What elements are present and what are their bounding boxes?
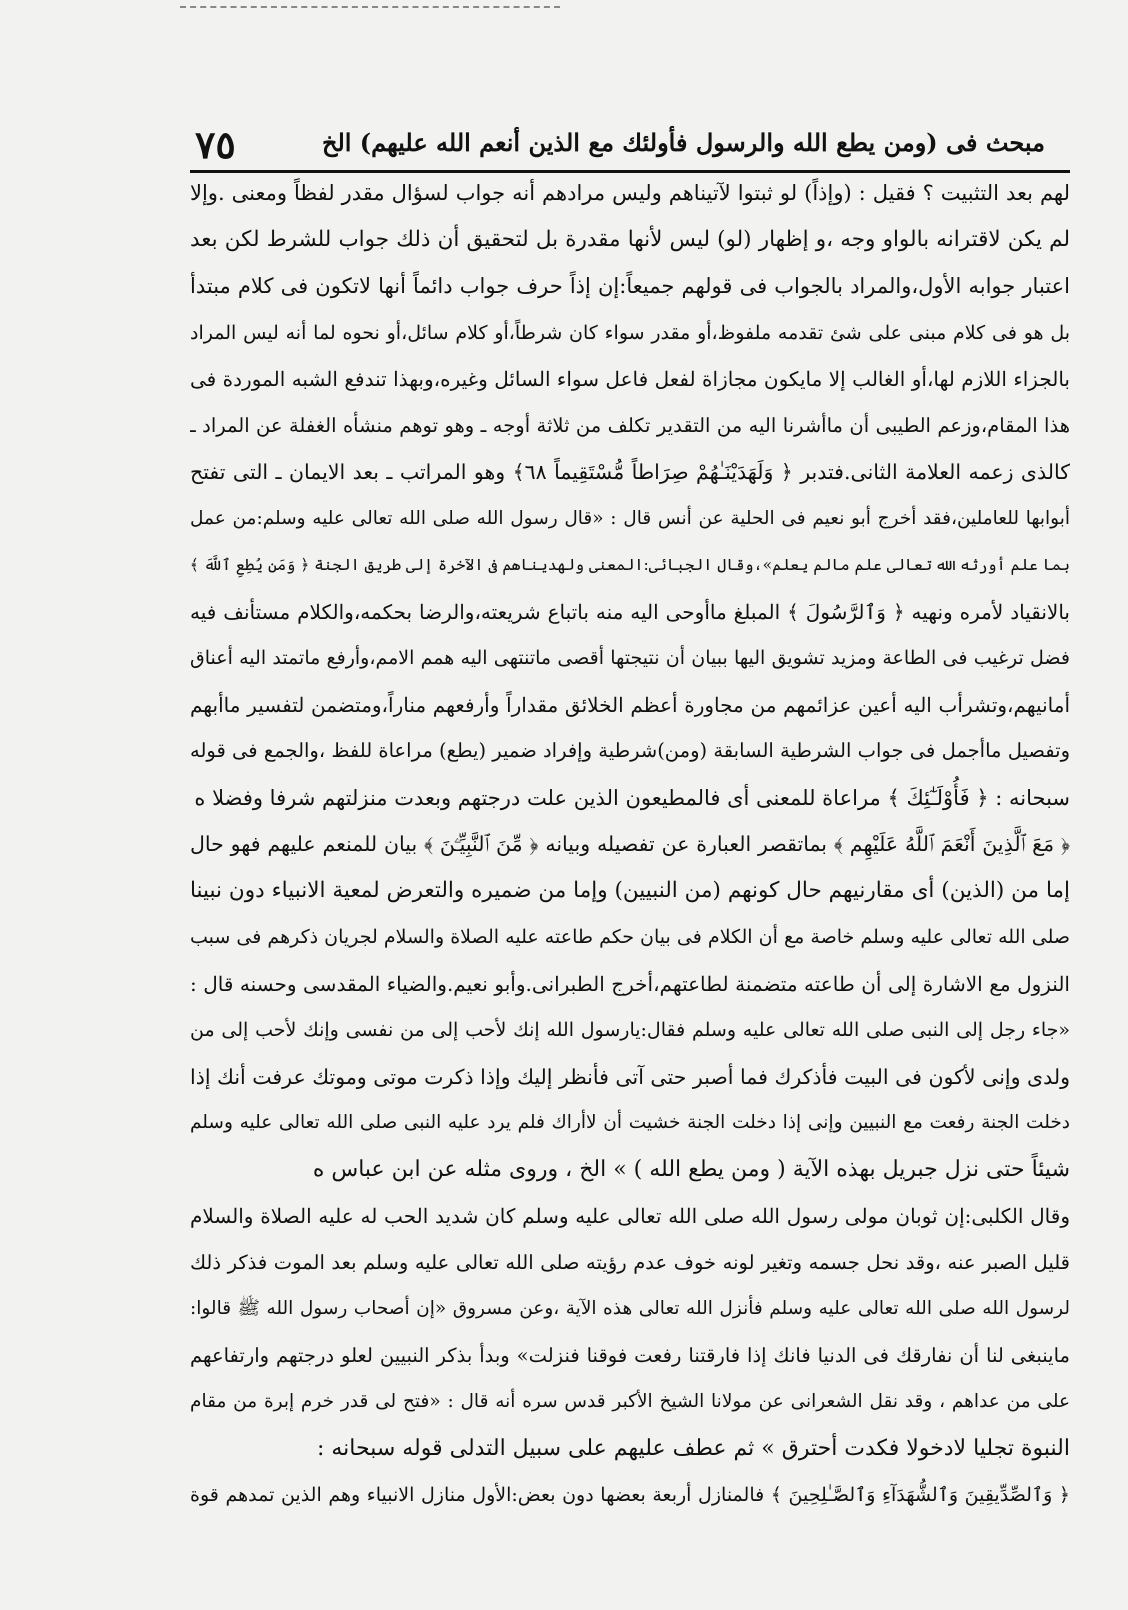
text-line: كالذى زعمه العلامة الثانى.فتدبر ﴿ وَلَهَدَيْنَـٰهُمْ صِرَاطاً مُّسْتَقِيماً ٦٨﴾ وهو المراتب ـ بعد الايمان ـ التى تفتح <box>190 460 1070 484</box>
text-line: دخلت الجنة رفعت مع النبيين وإنى إذا دخلت الجنة خشيت أن لاأراك فلم يرد عليه النبى صلى الله تعالى عليه وسلم <box>190 1112 1070 1133</box>
text-line: «جاء رجل إلى النبى صلى الله تعالى عليه وسلم فقال:يارسول الله إنك لأحب إلى من نفسى وإنك لأحب إلى من <box>190 1019 1070 1041</box>
page-number: ٧٥ <box>195 122 236 167</box>
page-body <box>190 170 1070 1519</box>
text-line: وقال الكلبى:إن ثوبان مولى رسول الله صلى الله تعالى عليه وسلم كان شديد الحب له عليه الصلاة والسلام <box>190 1204 1070 1228</box>
text-line: قليل الصبر عنه ،وقد نحل جسمه وتغير لونه خوف عدم رؤيته صلى الله تعالى عليه وسلم بعد الموت فذكر ذلك <box>190 1250 1070 1274</box>
text-line: وتفصيل ماأجمل فى جواب الشرطية السابقة (ومن)شرطية وإفراد ضمير (يطع) مراعاة للفظ ،والجمع فى قوله <box>190 739 1070 762</box>
text-line: ﴿ وَٱلصِّدِّيقِينَ وَٱلشُّهَدَآءِ وَٱلصَّـٰلِحِينَ ﴾ فالمنازل أربعة بعضها دون بعض:الأول منازل الانبياء وهم الذين تمدهم قوة <box>190 1484 1070 1506</box>
page-header <box>195 118 1075 170</box>
text-line: ماينبغى لنا أن نفارقك فى الدنيا فانك إذا فارقتنا رفعت فوقنا فنزلت» وبدأ بذكر النبيين لعلو درجتهم وارتفاعهم <box>190 1343 1070 1367</box>
text-line: النبوة تجليا لادخولا فكدت أحترق » ثم عطف عليهم على سبيل التدلى قوله سبحانه : <box>316 1435 1070 1461</box>
text-line: بما علم أورثه الله تعالى علم مالم يعلم»،وقال الجبائى:المعنى ولهديناهم فى الآخرة إلى طريق الجنة ﴿ وَمَن يُطِعِ ٱللَّهَ ﴾ <box>190 556 1070 574</box>
text-line: بالانقياد لأمره ونهيه ﴿ وَٱلرَّسُولَ ﴾ المبلغ ماأوحى اليه منه باتباع شريعته،والرضا بحكمه،والكلام مستأنف فيه <box>190 599 1070 624</box>
text-line: النزول مع الاشارة إلى أن طاعته متضمنة لطاعتهم،أخرج الطبرانى.وأبو نعيم.والضياء المقدسى وحسنه قال : <box>190 971 1070 996</box>
text-line: لم يكن لاقترانه بالواو وجه ،و إظهار (لو) ليس لأنها مقدرة بل لتحقيق أن ذلك جواب للشرط لكن بعد <box>190 226 1070 252</box>
text-line: شيئاً حتى نزل جبريل بهذه الآية ( ومن يطع الله ) » الخ ، وروى مثله عن ابن عباس ه <box>312 1156 1070 1182</box>
text-line: أبوابها للعاملين،فقد أخرج أبو نعيم فى الحلية عن أنس قال : «قال رسول الله صلى الله تعالى عليه وسلم:من عمل <box>190 507 1070 529</box>
text-line: أمانيهم،وتشرأب اليه أعين عزائمهم من مجاورة أعظم الخلائق مقداراً وأرفعهم مناراً،ومتضمن لتفسير ماأبهم <box>190 692 1070 717</box>
text-line: فضل ترغيب فى الطاعة ومزيد تشويق اليها ببيان أن نتيجتها أقصى ماتنتهى اليه همم الامم،وأرفع ماتمتد اليه أعناق <box>190 647 1070 669</box>
running-title: مبحث فى (ومن يطع الله والرسول فأولئك مع الذين أنعم الله عليهم) الخ <box>321 128 1045 157</box>
text-line: ﴿ مَعَ ٱلَّذِينَ أَنْعَمَ ٱللَّهُ عَلَيْهِم ﴾ بماتقصر العبارة عن تفصيله وبيانه ﴿ مِّنَ ٱلنَّبِيِّـۧنَ ﴾ بيان للمنعم عليهم فهو حال <box>190 832 1070 856</box>
text-line: ولدى وإنى لأكون فى البيت فأذكرك فما أصبر حتى آتى فأنظر إليك وإذا ذكرت موتى وموتك عرفت أنك إذا <box>190 1064 1070 1089</box>
text-line: بل هو فى كلام مبنى على شئ تقدمه ملفوظ،أو مقدر سواء كان شرطاً،أو كلام سائل،أو نحوه لما أنه ليس المراد <box>190 321 1070 344</box>
text-line: لهم بعد التثبيت ؟ فقيل : (وإذاً) لو ثبتوا لآتيناهم وليس مرادهم أنه جواب لسؤال مقدر لفظاً ومعنى .وإلا <box>190 181 1070 205</box>
text-line: على من عداهم ، وقد نقل الشعرانى عن مولانا الشيخ الأكبر قدس سره أنه قال : «فتح لى قدر خرم إبرة من مقام <box>190 1391 1070 1412</box>
text-line: اعتبار جوابه الأول،والمراد بالجواب فى قولهم جميعاً:إن إذاً حرف جواب دائماً أنها لاتكون فى كلام مبتدأ <box>190 274 1070 298</box>
text-line: إما من (الذين) أى مقارنيهم حال كونهم (من النبيين) وإما من ضميره والتعرض لمعية الانبياء دون نبينا <box>190 877 1070 903</box>
text-line: صلى الله تعالى عليه وسلم خاصة مع أن الكلام فى بيان حكم طاعته عليه الصلاة والسلام لجريان ذكرهم فى سبب <box>190 926 1070 948</box>
text-line: هذا المقام،وزعم الطيبى أن ماأشرنا اليه من التقدير تكلف من ثلاثة أوجه ـ وهو توهم منشأه الغفلة عن المراد ـ <box>190 413 1070 437</box>
text-line: بالجزاء اللازم لها،أو الغالب إلا مايكون مجازاة لفعل فاعل سواء السائل وغيره،وبهذا تندفع الشبه الموردة فى <box>190 367 1070 391</box>
text-line: سبحانه : ﴿ فَأُوْلَـٰٓئِكَ ﴾ مراعاة للمعنى أى فالمطيعون الذين علت درجتهم وبعدت منزلتهم شرفا وفضلا ه <box>194 785 1070 810</box>
text-line: لرسول الله صلى الله تعالى عليه وسلم فأنزل الله تعالى هذه الآية ،وعن مسروق «إن أصحاب رسول الله ﷺ قالوا: <box>190 1298 1070 1319</box>
top-dashed-mark <box>180 6 560 8</box>
